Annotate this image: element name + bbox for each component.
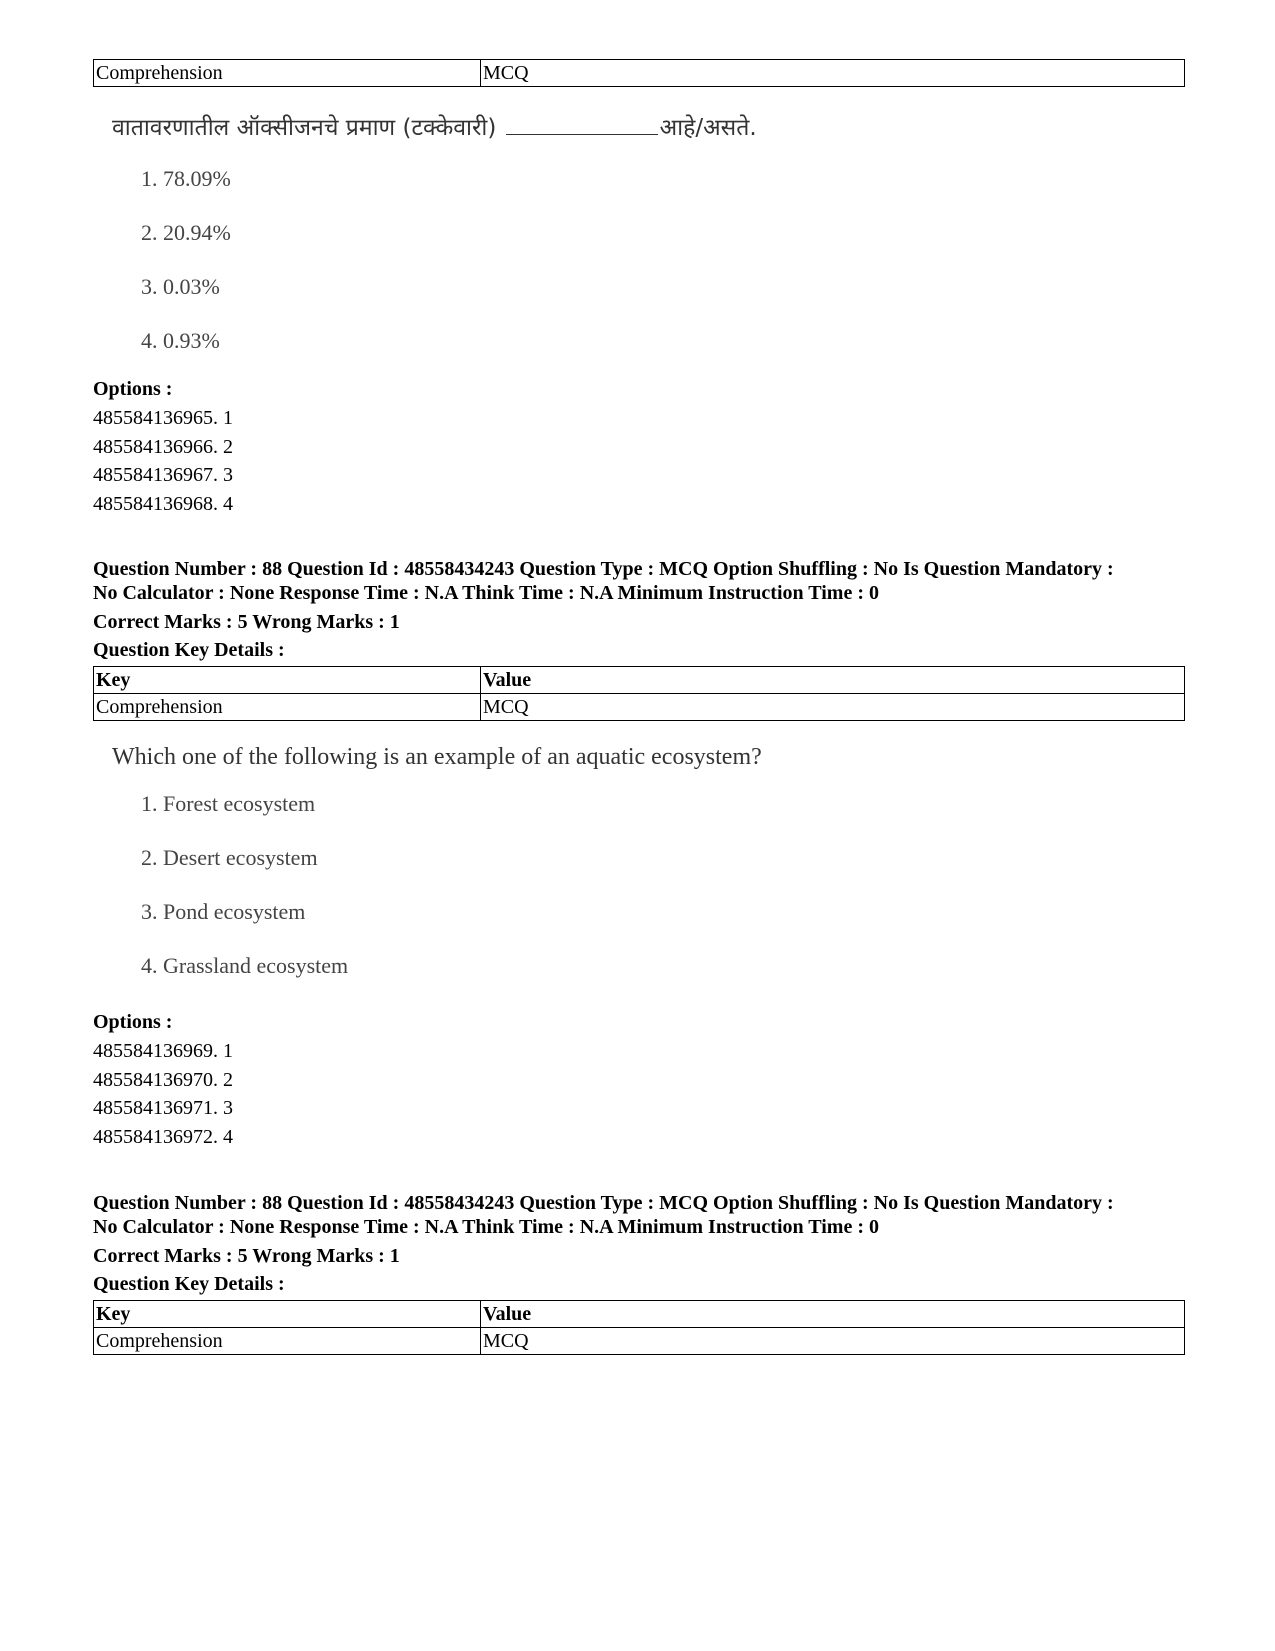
key-details-title: Question Key Details : bbox=[93, 639, 285, 661]
question-key-table bbox=[93, 59, 1185, 87]
option-id: 485584136969. 1 bbox=[93, 1040, 233, 1062]
option-id: 485584136967. 3 bbox=[93, 464, 233, 487]
key-details-title: Question Key Details : bbox=[93, 1273, 285, 1295]
question-stem: वातावरणातील ऑक्सीजनचे प्रमाण (टक्केवारी) आहे/असते. bbox=[93, 104, 1185, 152]
question-88-header bbox=[93, 557, 1185, 721]
options-title: Options : bbox=[93, 1011, 173, 1033]
key-header: Key bbox=[94, 1301, 481, 1328]
answer-choice: 1. Forest ecosystem bbox=[141, 791, 316, 816]
answer-choice: 2. 20.94% bbox=[141, 220, 231, 245]
option-id: 485584136968. 4 bbox=[93, 493, 233, 516]
table-header-row bbox=[94, 667, 1185, 694]
value-cell: MCQ bbox=[481, 1328, 1185, 1355]
answer-choice: 4. 0.93% bbox=[141, 328, 220, 353]
answer-choice: 3. Pond ecosystem bbox=[141, 899, 306, 924]
question-meta-line: No Calculator : None Response Time : N.A Think Time : N.A Minimum Instruction Time : 0 bbox=[93, 582, 879, 604]
option-id: 485584136972. 4 bbox=[93, 1126, 233, 1149]
table-row bbox=[94, 694, 1185, 721]
options-block bbox=[93, 1002, 233, 1152]
question-meta-line: No Calculator : None Response Time : N.A Think Time : N.A Minimum Instruction Time : 0 bbox=[93, 1216, 879, 1238]
option-id: 485584136971. 3 bbox=[93, 1097, 233, 1120]
value-header: Value bbox=[481, 667, 1185, 694]
key-cell: Comprehension bbox=[94, 694, 481, 721]
answer-choice: 1. 78.09% bbox=[141, 166, 231, 191]
options-title: Options : bbox=[93, 378, 173, 400]
options-block bbox=[93, 369, 233, 519]
question-meta-line: Question Number : 88 Question Id : 48558434243 Question Type : MCQ Option Shuffling : No Is Question Mandatory : bbox=[93, 558, 1114, 580]
value-cell: MCQ bbox=[481, 694, 1185, 721]
question-stem: Which one of the following is an example of an aquatic ecosystem? bbox=[112, 744, 762, 770]
key-cell: Comprehension bbox=[94, 60, 481, 87]
key-cell: Comprehension bbox=[94, 1328, 481, 1355]
answer-choice: 3. 0.03% bbox=[141, 274, 220, 299]
key-header: Key bbox=[94, 667, 481, 694]
option-id: 485584136965. 1 bbox=[93, 407, 233, 429]
option-id: 485584136966. 2 bbox=[93, 435, 233, 458]
question-meta-line: Question Number : 88 Question Id : 48558434243 Question Type : MCQ Option Shuffling : No Is Question Mandatory : bbox=[93, 1192, 1114, 1214]
question-88-image bbox=[93, 737, 1185, 993]
fill-in-blank bbox=[506, 112, 658, 135]
table-row bbox=[94, 60, 1185, 87]
answer-choice: 4. Grassland ecosystem bbox=[141, 953, 349, 978]
table-header-row bbox=[94, 1301, 1185, 1328]
marks-line: Correct Marks : 5 Wrong Marks : 1 bbox=[93, 1245, 400, 1267]
question-key-table bbox=[93, 666, 1185, 721]
question-key-table bbox=[93, 1300, 1185, 1355]
table-row bbox=[94, 1328, 1185, 1355]
marks-line: Correct Marks : 5 Wrong Marks : 1 bbox=[93, 611, 400, 633]
option-id: 485584136970. 2 bbox=[93, 1068, 233, 1091]
value-cell: MCQ bbox=[481, 60, 1185, 87]
question-87-image bbox=[93, 104, 1185, 368]
value-header: Value bbox=[481, 1301, 1185, 1328]
question-88-repeat-header bbox=[93, 1191, 1185, 1355]
answer-choice: 2. Desert ecosystem bbox=[141, 845, 318, 870]
